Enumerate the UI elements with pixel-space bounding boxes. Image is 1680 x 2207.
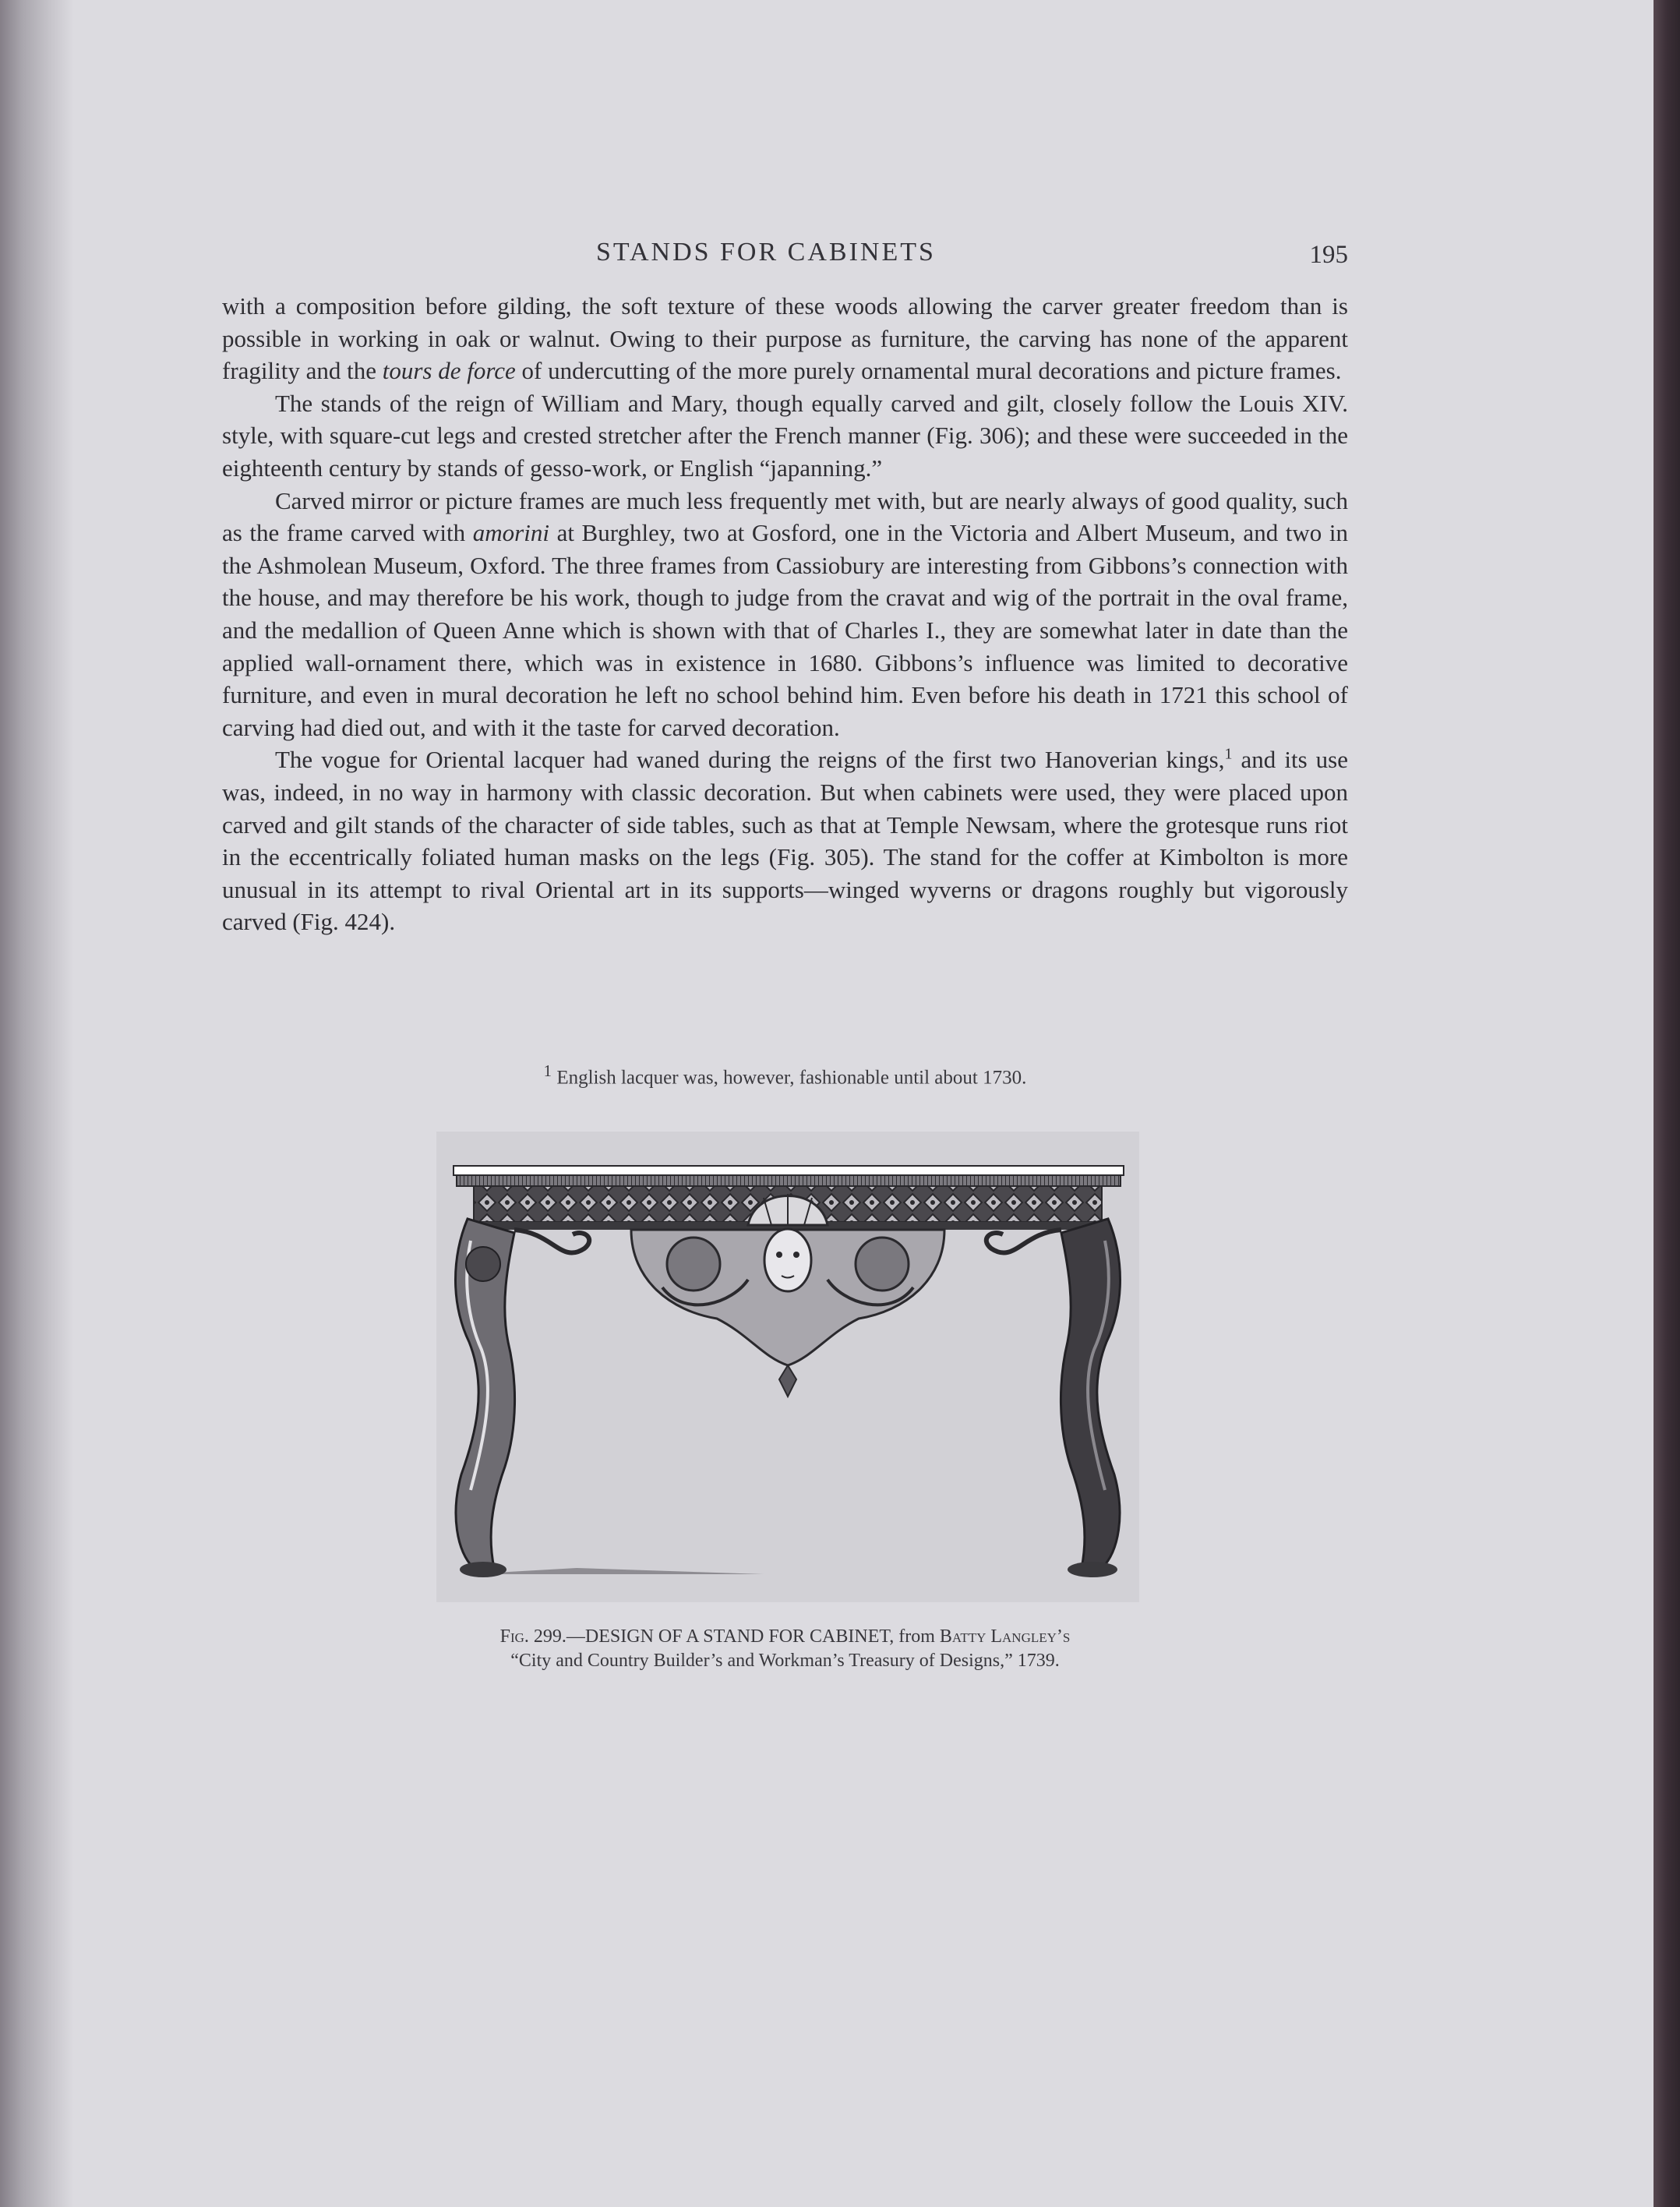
caption-fig-number: Fig. 299.: [499, 1626, 566, 1647]
paragraph-4: The vogue for Oriental lacquer had waned during the reigns of the first two Hanoverian kings,$^1$ and its use was, indeed, in no way in harmony with classic decoration. But when cabinets were used, they were placed upon carved and gilt stands of the character of side tables, such as that at Temple Newsam, where the grotesque runs riot in the eccentrically foliated human masks on the legs (Fig. 305). The stand for the coffer at Kimbolton is more unusual in its attempt to rival Oriental art in its supports—winged wyverns or dragons roughly but vigorously carved (Fig. 424).: [222, 745, 1348, 936]
footnote: [222, 1061, 1348, 1089]
page-gutter-shadow: [0, 0, 74, 2207]
body-text: [222, 290, 1348, 938]
figure-engraving: [436, 1132, 1139, 1602]
caption-title: —DESIGN OF A STAND FOR CABINET, from: [566, 1626, 935, 1647]
running-title: STANDS FOR CABINETS: [596, 238, 936, 267]
caption-line-1: [222, 1625, 1348, 1649]
caption-author: Batty Langley’s: [939, 1626, 1071, 1647]
side-table-engraving-illustration: [436, 1132, 1139, 1602]
footnote-marker: 1: [543, 1061, 552, 1080]
footnote-text: English lacquer was, however, fashionable until about 1730.: [556, 1067, 1027, 1089]
figure-caption: [222, 1625, 1348, 1673]
book-fore-edge: [1654, 0, 1680, 2207]
footnote-reference[interactable]: 1: [1224, 745, 1233, 763]
paragraph-1: with a composition before gilding, the soft texture of these woods allowing the carver greater freedom than is possible in working in oak or walnut. Owing to their purpose as furniture, the carving has none of the apparent fragility and the tours de force of undercutting of the more purely ornamental mural decorations and picture frames.: [222, 292, 1348, 385]
page-number: 195: [1309, 241, 1348, 269]
page-header: [222, 238, 1348, 277]
paragraph-2: The stands of the reign of William and Mary, though equally carved and gilt, closely follow the Louis XIV. style, with square-cut legs and crested stretcher after the French manner (Fig. 306); and these were succeeded in the eighteenth century by stands of gesso-work, or English “japanning.”: [222, 389, 1348, 482]
paragraph-3: Carved mirror or picture frames are much less frequently met with, but are nearly always of good quality, such as the frame carved with amorini at Burghley, two at Gosford, one in the Victoria and Albert Museum, and two in the Ashmolean Museum, Oxford. The three frames from Cassiobury are interesting from Gibbons’s connection with the house, and may therefore be his work, though to judge from the cravat and wig of the portrait in the oval frame, and the medallion of Queen Anne which is shown with that of Charles I., they are somewhat later in date than the applied wall-ornament there, which was in existence in 1680. Gibbons’s influence was limited to decorative furniture, and even in mural decoration he left no school behind him. Even before his death in 1721 this school of carving had died out, and with it the taste for carved decoration.: [222, 486, 1349, 741]
caption-line-2: “City and Country Builder’s and Workman’s Treasury of Designs,” 1739.: [510, 1651, 1060, 1671]
